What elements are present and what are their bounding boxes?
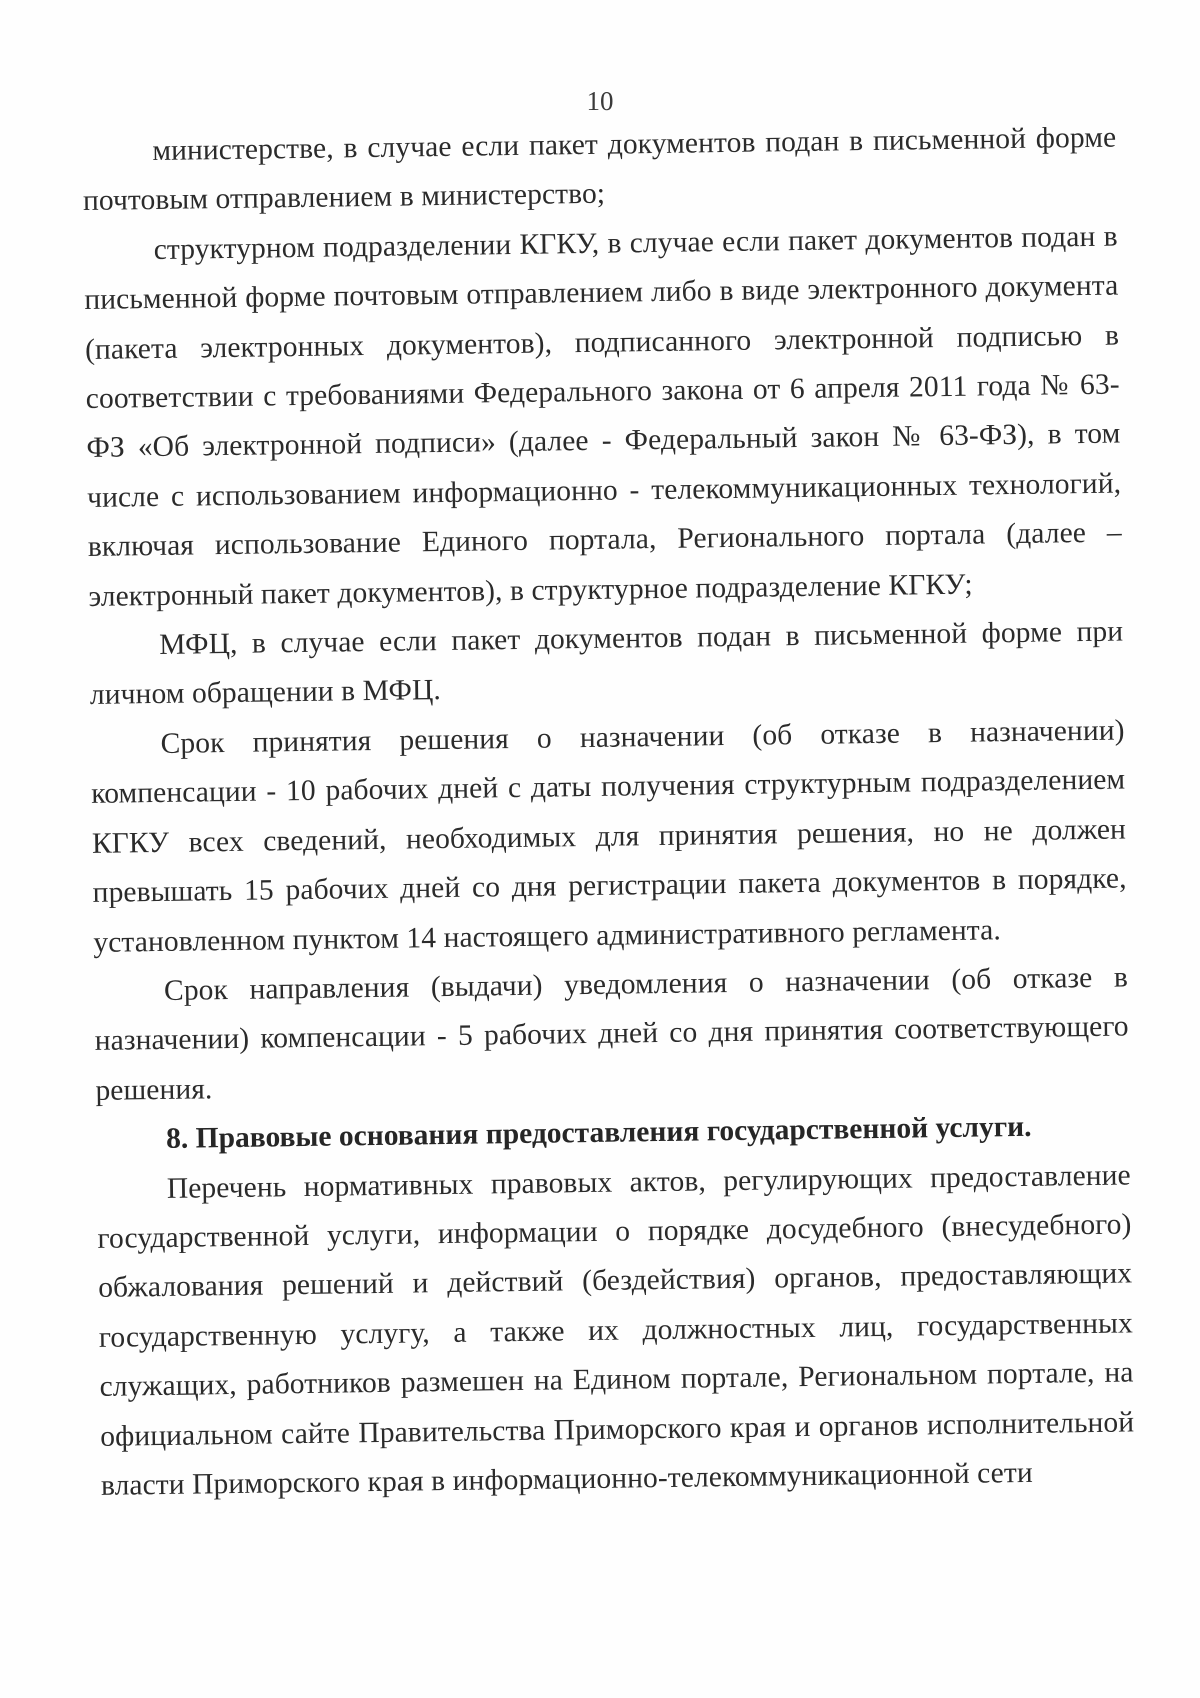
paragraph-legal-acts-list: Перечень нормативных правовых актов, регулирующих предоставление государственной услуги, информации о порядке досудебного (внесудебного) обжалования решений и действий (бездействия) органов, предоставляющих государственную услугу, а также их должностных лиц, государственных служащих, работников размешен на Едином портале, Региональном портале, на официальном сайте Правительства Приморского края и органов исполнительной власти Приморского края в информационно-телекоммуникационной сети bbox=[97, 1158, 1135, 1502]
page-number: 10 bbox=[586, 86, 614, 116]
document-body bbox=[82, 114, 1135, 1512]
paragraph-notification-term: Срок направления (выдачи) уведомления о назначении (об отказе в назначении) компенсации - 5 рабочих дней со дня принятия соответствующего решения. bbox=[94, 961, 1129, 1107]
paragraph-kgku-case: структурном подразделении КГКУ, в случае если пакет документов подан в письменной форме почтовым отправлением либо в виде электронного документа (пакета электронных документов), подписанного электронной подписью в соответствии с требованиями Федерального закона от 6 апреля 2011 года № 63-ФЗ «Об электронной подписи» (далее - Федеральный закон № 63-ФЗ), в том числе с использованием информационно - телекоммуникационных технологий, включая использование Единого портала, Регионального портала (далее – электронный пакет документов), в структурное подразделение КГКУ; bbox=[84, 220, 1122, 613]
section-heading: 8. Правовые основания предоставления государственной услуги. bbox=[165, 1110, 1032, 1156]
paragraph-ministry-case: министерстве, в случае если пакет документов подан в письменной форме почтовым отправлением в министерство; bbox=[82, 121, 1117, 218]
paragraph-mfc-case: МФЦ, в случае если пакет документов подан в письменной форме при личном обращении в МФЦ. bbox=[89, 615, 1124, 712]
paragraph-decision-term: Срок принятия решения о назначении (об отказе в назначении) компенсации - 10 рабочих дней с даты получения структурным подразделением КГКУ всех сведений, необходимых для принятия решения, но не должен превышать 15 рабочих дней со дня регистрации пакета документов в порядке, установленном пунктом 14 настоящего административного регламента. bbox=[91, 714, 1127, 959]
